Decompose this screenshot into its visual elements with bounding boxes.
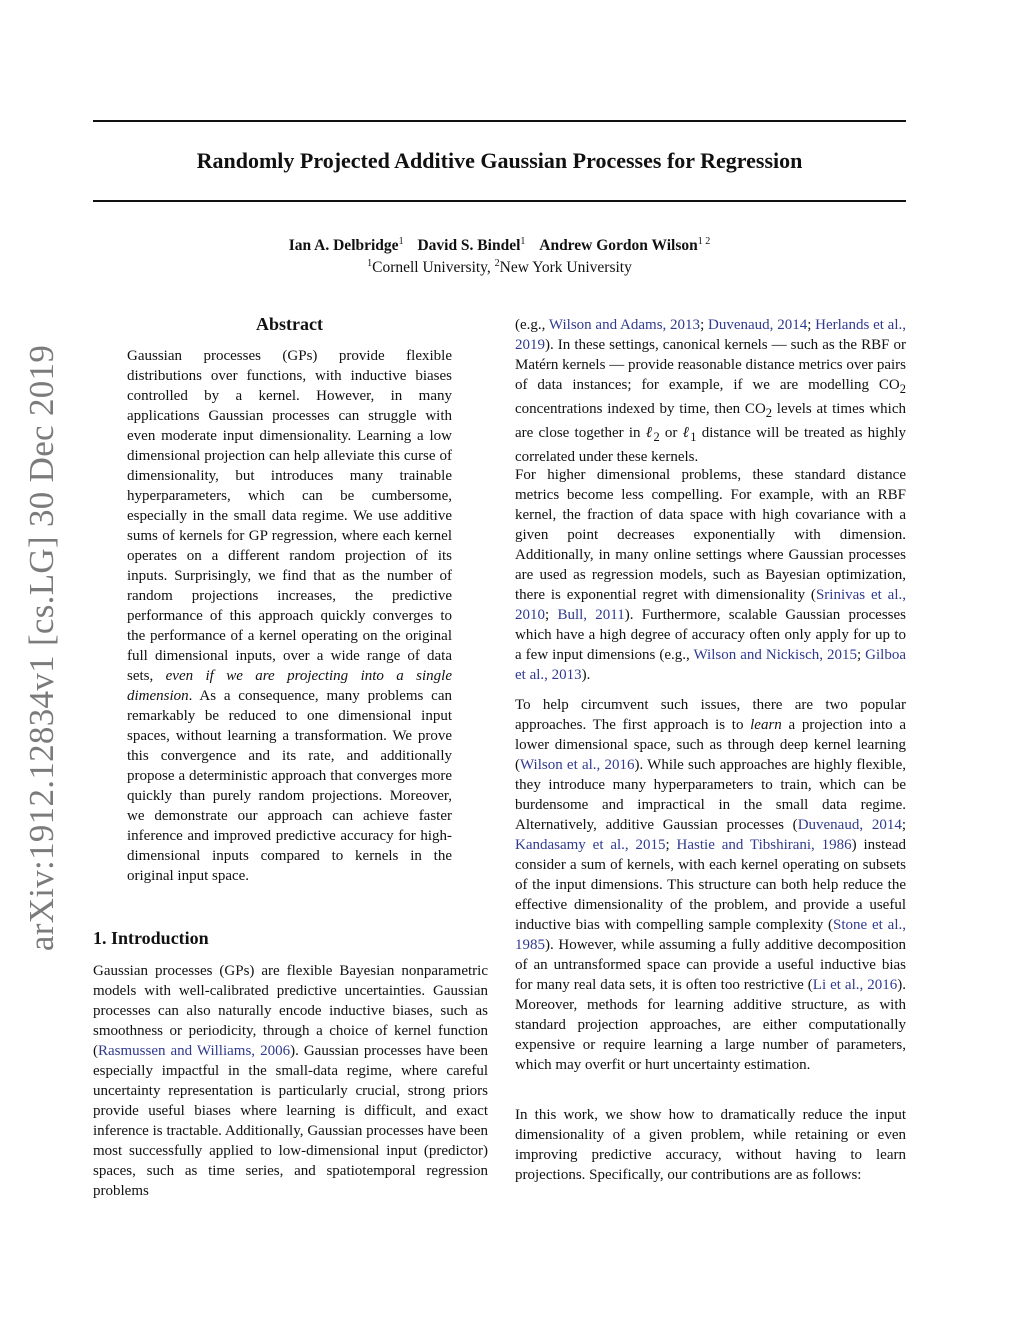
section-heading-introduction: 1. Introduction [93,928,209,948]
citation-link[interactable]: Wilson et al., 2016 [520,757,635,773]
right-paragraph-2 [515,465,906,685]
author-name: Andrew Gordon Wilson [539,237,698,254]
text-run: ). In these settings, canonical kernels — such as the RBF or Matérn kernels — provide reasonable distance metrics over pairs of data instances; for example, if we are modelling CO [515,337,906,393]
text-run: (e.g., [515,317,549,333]
affil-mark: 2 [494,257,500,269]
abstract-text [127,346,452,886]
text-run: concentrations indexed by time, then CO [515,401,766,417]
citation-link[interactable]: Wilson and Nickisch, 2015 [693,647,857,663]
text-run: To help circumvent such issues, there are two popular approaches. The first approach is to [515,697,906,733]
text-run: distance will be treated as highly correlated under these kernels. [515,425,906,465]
text-run: For higher dimensional problems, these standard distance metrics become less compelling. For example, with an RBF kernel, the fraction of data space with high covariance with a given point decreases exponentially with dimension. Additionally, in many online settings where Gaussian processes are used as regression models, such as Bayesian optimization, there is exponential regret with dimensionality ( [515,467,906,603]
abstract-text-part: Gaussian processes (GPs) provide flexible distributions over functions, with inductive biases controlled by a kernel. However, in many applications Gaussian processes can struggle with even moderate input dimensionality. Learning a low dimensional projection can help alleviate this curse of dimensionality, but introduces many trainable hyperparameters, which can be cumbersome, especially in the small data regime. We use additive sums of kernels for GP regression, where each kernel operates on a different random projection of its inputs. Surprisingly, we find that as the number of random projections increases, the predictive performance of this approach quickly converges to the performance of a kernel operating on the original full dimensional inputs, over a wide range of data sets, [127,348,452,684]
intro-paragraph [93,961,488,1201]
citation-link[interactable]: Stone et al., 1985 [515,917,906,953]
citation-link[interactable]: Srinivas et al., 2010 [515,587,906,623]
affil-name: New York University [499,259,632,276]
subscript: 1 [690,430,697,444]
citation-link[interactable]: Duvenaud, 2014 [708,317,808,333]
text-run: a projection into a lower dimensional space, such as through deep kernel learning ( [515,717,906,773]
author-affil-mark: 1 2 [697,235,711,247]
abstract-heading: Abstract [256,314,323,334]
text-run: ; [545,607,558,623]
text-run: ; [807,317,816,333]
abstract-emphasis: even if we are projecting into a single dimension [127,668,452,704]
text-run: Gaussian processes (GPs) are flexible Bayesian nonparametric models with well-calibrated predictive uncertainties. Gaussian processes can also naturally encode inductive biases, such as smoothness or periodicity, through a choice of kernel function ( [93,963,488,1059]
emphasis: learn [750,717,782,733]
right-paragraph-3 [515,695,906,1075]
text-run: ). However, while assuming a fully additive decomposition of an untransformed space can provide a useful inductive bias for many real data sets, it is often too restrictive ( [515,937,906,993]
text-run: ; [901,817,907,833]
title-rule-top [93,120,906,122]
text-run: ). [581,667,591,683]
author-name: Ian A. Delbridge [288,237,399,254]
text-run: ) instead consider a sum of kernels, with each kernel operating on subsets of the input dimensions. This structure can both help reduce the effective dimensionality of the problem, and provide a useful inductive bias with compelling sample complexity ( [515,837,907,933]
arxiv-identifier-stamp: arXiv:1912.12834v1 [cs.LG] 30 Dec 2019 [22,344,61,952]
citation-link[interactable]: Hastie and Tibshirani, 1986 [676,837,852,853]
text-run: ; [856,647,866,663]
affil-name: Cornell University, [372,259,491,276]
subscript: 2 [765,406,773,420]
text-run: ; [700,317,709,333]
citation-link[interactable]: Rasmussen and Williams, 2006 [98,1043,291,1059]
text-run: ). While such approaches are highly flexible, they introduce many hyperparameters to train, which can be burdensome and impractical in the small data regime. Alternatively, additive Gaussian processes ( [515,757,906,833]
author-affil-mark: 1 [398,235,404,247]
author-name: David S. Bindel [417,237,521,254]
text-run: ). Gaussian processes have been especially impactful in the small-data regime, where careful uncertainty representation is particularly crucial, strong priors provide useful biases where learning is difficult, and exact inference is tractable. Additionally, Gaussian processes have been most successfully applied to low-dimensional input (predictor) spaces, such as time series, and spatiotemporal regression problems [93,1043,488,1199]
author-affil-mark: 1 [520,235,526,247]
text-run: ). Moreover, methods for learning additive structure, as with standard projection approaches, are either computationally expensive or require learning a large number of parameters, which may overfit or hurt uncertainty estimation. [515,977,906,1073]
citation-link[interactable]: Duvenaud, 2014 [797,817,902,833]
abstract-text-part: . As a consequence, many problems can remarkably be reduced to one dimensional input spaces, without learning a transformation. We prove this convergence and its rate, and additionally propose a deterministic approach that converges more quickly than purely random projections. Moreover, we demonstrate our approach can achieve faster inference and improved predictive accuracy for high-dimensional inputs compared to kernels in the original input space. [127,688,452,884]
author-list [93,235,906,257]
affil-mark: 1 [367,257,373,269]
subscript: 2 [899,382,906,396]
citation-link[interactable]: Li et al., 2016 [812,977,898,993]
subscript: 2 [653,430,660,444]
text-run: or [659,425,683,441]
citation-link[interactable]: Wilson and Adams, 2013 [548,317,701,333]
affiliations [93,257,906,279]
citation-link[interactable]: Herlands et al., 2019 [515,317,907,353]
citation-link[interactable]: Bull, 2011 [557,607,625,623]
citation-link[interactable]: Gilboa et al., 2013 [515,647,906,683]
right-paragraph-1 [515,315,906,467]
text-run: ). Furthermore, scalable Gaussian processes which have a high degree of accuracy often only apply for up to a few input dimensions (e.g., [515,607,907,663]
ell-symbol: ℓ [645,425,654,441]
text-run: levels at times which are close together in [515,401,906,441]
ell-symbol: ℓ [682,425,691,441]
citation-link[interactable]: Kandasamy et al., 2015 [515,837,666,853]
right-paragraph-4: In this work, we show how to dramatically reduce the input dimensionality of a given problem, while retaining or even improving predictive accuracy, without having to learn projections. Specifically, our contributions are as follows: [515,1107,906,1183]
paper-title: Randomly Projected Additive Gaussian Processes for Regression [196,148,803,173]
title-rule-bottom [93,200,906,202]
text-run: ; [665,837,677,853]
